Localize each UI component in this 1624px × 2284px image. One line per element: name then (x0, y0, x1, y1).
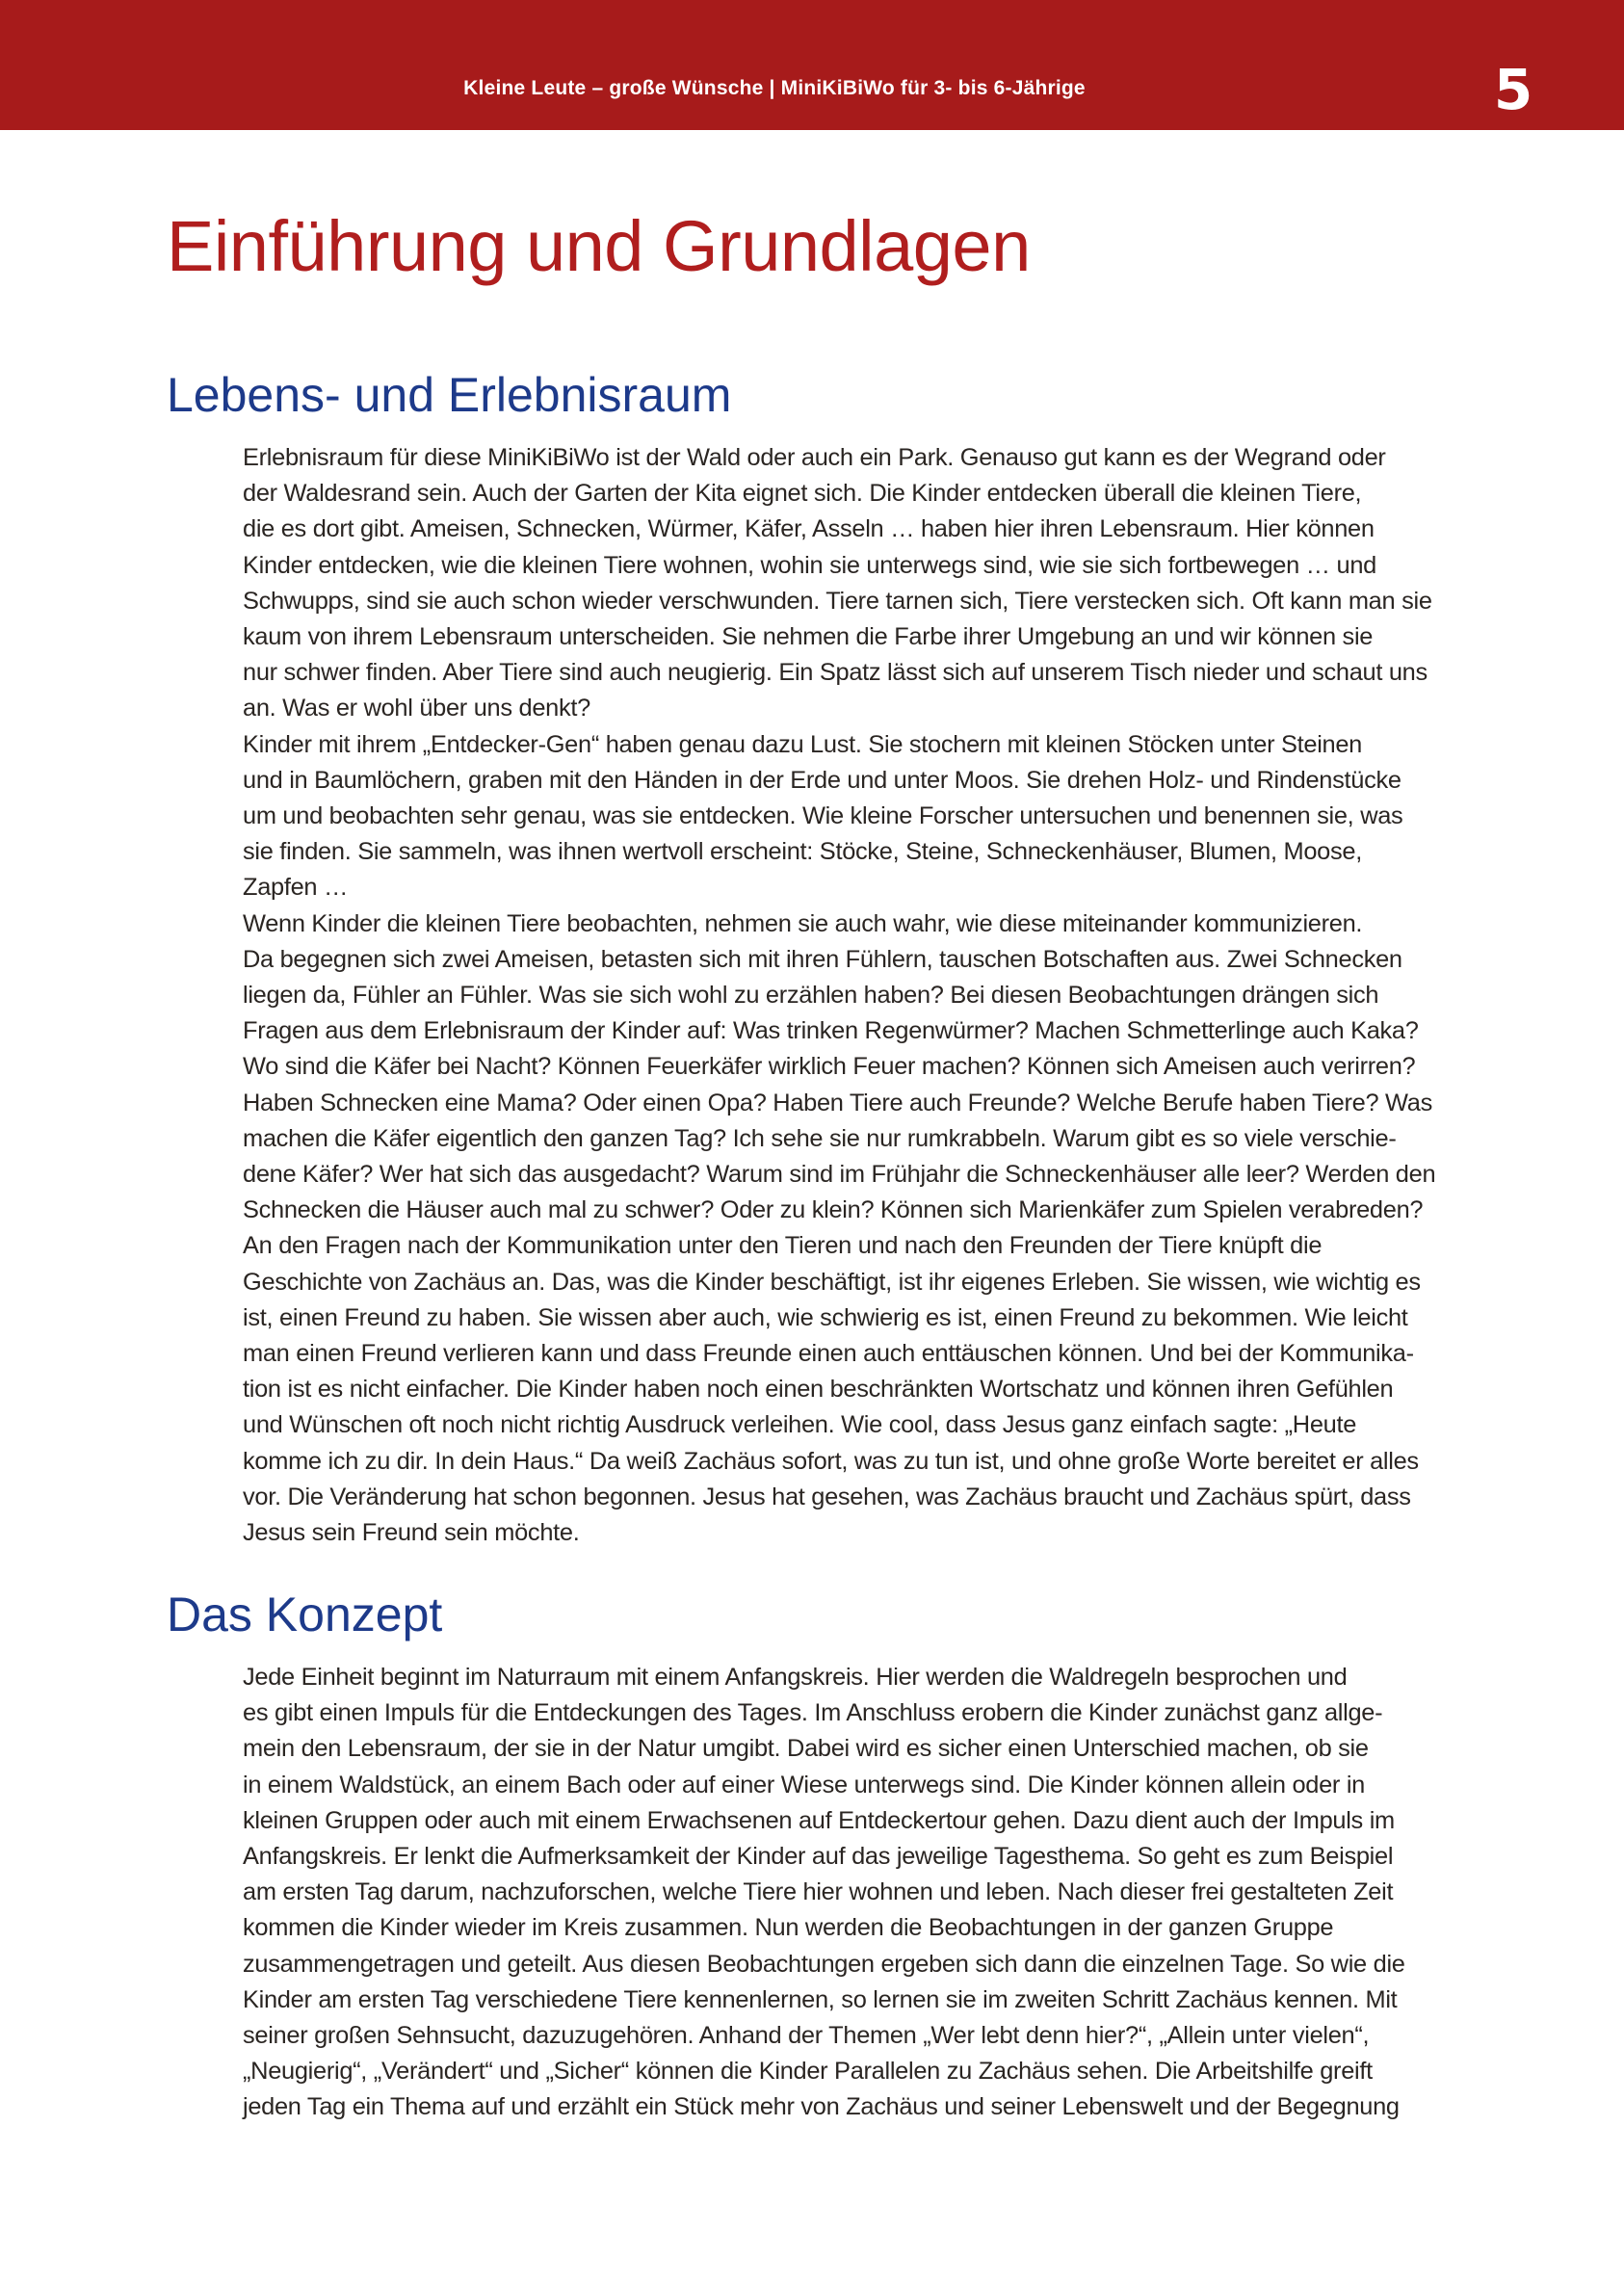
paragraph (243, 906, 1436, 1229)
text-line: Jede Einheit beginnt im Naturraum mit einem Anfangskreis. Hier werden die Waldregeln besprochen und (243, 1664, 1348, 1691)
section-body-lebens-und-erlebnisraum (243, 440, 1436, 1551)
text-line: die es dort gibt. Ameisen, Schnecken, Würmer, Käfer, Asseln … haben hier ihren Lebensraum. Hier können (243, 515, 1375, 543)
text-line: Da begegnen sich zwei Ameisen, betasten sich mit ihren Fühlern, tauschen Botschaften aus. Zwei Schnecken (243, 945, 1402, 973)
text-line: in einem Waldstück, an einem Bach oder auf einer Wiese unterwegs sind. Die Kinder können allein oder in (243, 1771, 1365, 1798)
text-line: komme ich zu dir. In dein Haus.“ Da weiß Zachäus sofort, was zu tun ist, und ohne große Worte bereitet er alles (243, 1447, 1419, 1475)
text-line: der Waldesrand sein. Auch der Garten der Kita eignet sich. Die Kinder entdecken überall die kleinen Tiere, (243, 480, 1362, 508)
text-line: Zapfen … (243, 874, 349, 902)
text-line: Kinder mit ihrem „Entdecker-Gen“ haben genau dazu Lust. Sie stochern mit kleinen Stöcken unter Steinen (243, 730, 1363, 758)
text-line: seiner großen Sehnsucht, dazuzugehören. Anhand der Themen „Wer lebt denn hier?“, „Allein unter vielen“, (243, 2022, 1370, 2050)
text-line: Schwupps, sind sie auch schon wieder verschwunden. Tiere tarnen sich, Tiere verstecken sich. Oft kann man sie (243, 587, 1432, 615)
text-line: machen die Käfer eigentlich den ganzen Tag? Ich sehe sie nur rumkrabbeln. Warum gibt es so viele verschie- (243, 1124, 1397, 1152)
paragraph (243, 727, 1403, 906)
text-line: Geschichte von Zachäus an. Das, was die Kinder beschäftigt, ist ihr eigenes Erleben. Sie wissen, wie wichtig es (243, 1268, 1421, 1296)
text-line: Haben Schnecken eine Mama? Oder einen Opa? Haben Tiere auch Freunde? Welche Berufe haben Tiere? Was (243, 1089, 1432, 1116)
text-line: es gibt einen Impuls für die Entdeckungen des Tages. Im Anschluss erobern die Kinder zunächst ganz allge- (243, 1699, 1383, 1727)
text-line: Anfangskreis. Er lenkt die Aufmerksamkeit der Kinder auf das jeweilige Tagesthema. So geht es zum Beispiel (243, 1843, 1394, 1871)
text-line: dene Käfer? Wer hat sich das ausgedacht? Warum sind im Frühjahr die Schneckenhäuser alle leer? Werden den (243, 1161, 1436, 1189)
text-line: tion ist es nicht einfacher. Die Kinder haben noch einen beschränkten Wortschatz und können ihren Gefühlen (243, 1376, 1394, 1404)
text-line: und Wünschen oft noch nicht richtig Ausdruck verleihen. Wie cool, dass Jesus ganz einfach sagte: „Heute (243, 1411, 1357, 1439)
running-title-text: Kleine Leute – große Wünsche | MiniKiBiWo für 3- bis 6-Jährige (463, 77, 1086, 99)
text-line: Kinder entdecken, wie die kleinen Tiere wohnen, wohin sie unterwegs sind, wie sie sich fortbewegen … und (243, 551, 1376, 579)
section-heading-lebens-und-erlebnisraum: Lebens- und Erlebnisraum (167, 368, 732, 422)
text-line: Wenn Kinder die kleinen Tiere beobachten, nehmen sie auch wahr, wie diese miteinander kommunizieren. (243, 909, 1363, 937)
text-line: „Neugierig“, „Verändert“ und „Sicher“ können die Kinder Parallelen zu Zachäus sehen. Die Arbeitshilfe greift (243, 2058, 1373, 2086)
text-line: an. Was er wohl über uns denkt? (243, 695, 590, 722)
text-line: Erlebnisraum für diese MiniKiBiWo ist der Wald oder auch ein Park. Genauso gut kann es der Wegrand oder (243, 444, 1386, 471)
page-title: Einführung und Grundlagen (167, 206, 1031, 286)
paragraph (243, 1228, 1421, 1551)
text-line: nur schwer finden. Aber Tiere sind auch neugierig. Ein Spatz lässt sich auf unserem Tisch nieder und schaut uns (243, 659, 1428, 687)
text-line: am ersten Tag darum, nachzuforschen, welche Tiere hier wohnen und leben. Nach dieser frei gestalteten Zeit (243, 1878, 1394, 1906)
text-line: man einen Freund verlieren kann und dass Freunde einen auch enttäuschen können. Und bei der Kommunika- (243, 1340, 1414, 1368)
paragraph (243, 1660, 1405, 2126)
text-line: um und beobachten sehr genau, was sie entdecken. Wie kleine Forscher untersuchen und benennen sie, was (243, 802, 1403, 830)
text-line: jeden Tag ein Thema auf und erzählt ein Stück mehr von Zachäus und seiner Lebenswelt und der Begegnung (243, 2093, 1400, 2121)
text-line: kommen die Kinder wieder im Kreis zusammen. Nun werden die Beobachtungen in der ganzen Gruppe (243, 1914, 1334, 1942)
text-line: Jesus sein Freund sein möchte. (243, 1519, 580, 1547)
header-bar (0, 0, 1624, 130)
text-line: sie finden. Sie sammeln, was ihnen wertvoll erscheint: Stöcke, Steine, Schneckenhäuser, Blumen, Moose, (243, 838, 1362, 866)
text-line: Kinder am ersten Tag verschiedene Tiere kennenlernen, so lernen sie im zweiten Schritt Zachäus kennen. Mit (243, 1985, 1398, 2013)
running-title (0, 71, 1549, 106)
text-line: zusammengetragen und geteilt. Aus diesen Beobachtungen ergeben sich dann die einzelnen Tage. So wie die (243, 1950, 1405, 1978)
text-line: liegen da, Fühler an Fühler. Was sie sich wohl zu erzählen haben? Bei diesen Beobachtungen drängen sich (243, 982, 1379, 1010)
text-line: Schnecken die Häuser auch mal zu schwer? Oder zu klein? Können sich Marienkäfer zum Spielen verabreden? (243, 1196, 1424, 1224)
text-line: mein den Lebensraum, der sie in der Natur umgibt. Dabei wird es sicher einen Unterschied machen, ob sie (243, 1735, 1369, 1763)
text-line: ist, einen Freund zu haben. Sie wissen aber auch, wie schwierig es ist, einen Freund zu bekommen. Wie leicht (243, 1303, 1408, 1331)
text-line: kleinen Gruppen oder auch mit einem Erwachsenen auf Entdeckertour gehen. Dazu dient auch der Impuls im (243, 1806, 1395, 1834)
text-line: Wo sind die Käfer bei Nacht? Können Feuerkäfer wirklich Feuer machen? Können sich Ameisen auch verirren? (243, 1053, 1416, 1081)
text-line: und in Baumlöchern, graben mit den Händen in der Erde und unter Moos. Sie drehen Holz- und Rindenstücke (243, 766, 1401, 794)
page-number: 5 (1493, 57, 1533, 122)
text-line: An den Fragen nach der Kommunikation unter den Tieren und nach den Freunden der Tiere knüpft die (243, 1232, 1323, 1260)
paragraph (243, 440, 1432, 727)
section-body-das-konzept (243, 1660, 1405, 2126)
text-line: vor. Die Veränderung hat schon begonnen. Jesus hat gesehen, was Zachäus braucht und Zachäus spürt, dass (243, 1483, 1411, 1510)
text-line: Fragen aus dem Erlebnisraum der Kinder auf: Was trinken Regenwürmer? Machen Schmetterlinge auch Kaka? (243, 1017, 1419, 1045)
section-heading-das-konzept: Das Konzept (167, 1588, 443, 1641)
text-line: kaum von ihrem Lebensraum unterscheiden. Sie nehmen die Farbe ihrer Umgebung an und wir können sie (243, 623, 1374, 651)
